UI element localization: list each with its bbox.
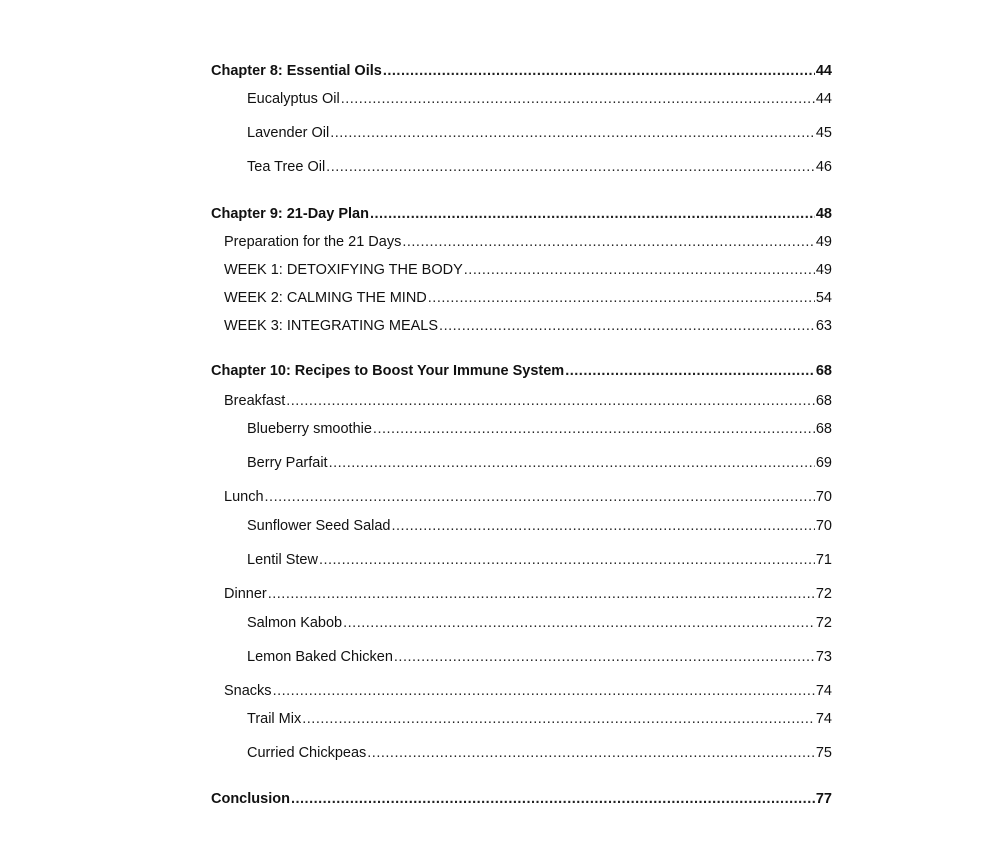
dot-leader (402, 233, 815, 251)
toc-chapter-entry (211, 62, 832, 80)
toc-entry (224, 261, 832, 279)
toc-entry (247, 454, 832, 472)
dot-leader (565, 362, 815, 380)
toc-chapter-entry (211, 790, 832, 808)
dot-leader (373, 420, 815, 438)
toc-entry-title: Eucalyptus Oil (247, 91, 340, 107)
dot-leader (302, 710, 815, 728)
toc-entry-title: Sunflower Seed Salad (247, 518, 391, 534)
toc-entry-title: Chapter 10: Recipes to Boost Your Immune System (211, 363, 565, 379)
toc-entry-page-number: 48 (815, 206, 832, 222)
toc-entry-page-number: 72 (815, 586, 832, 602)
toc-entry-page-number: 45 (815, 125, 832, 141)
toc-entry-title: WEEK 3: INTEGRATING MEALS (224, 318, 439, 334)
toc-entry-page-number: 70 (815, 518, 832, 534)
dot-leader (326, 158, 815, 176)
toc-entry-title: Lavender Oil (247, 125, 330, 141)
dot-leader (343, 614, 815, 632)
dot-leader (341, 90, 815, 108)
toc-entry (247, 744, 832, 762)
dot-leader (383, 62, 815, 80)
toc-entry (224, 233, 832, 251)
dot-leader (268, 585, 815, 603)
toc-entry-title: Blueberry smoothie (247, 421, 372, 437)
toc-entry (247, 90, 832, 108)
dot-leader (439, 317, 815, 335)
dot-leader (330, 124, 815, 142)
toc-entry-page-number: 44 (815, 91, 832, 107)
toc-entry-title: Dinner (224, 586, 267, 602)
toc-entry (247, 124, 832, 142)
toc-entry-title: Tea Tree Oil (247, 159, 326, 175)
toc-chapter-entry (211, 205, 832, 223)
toc-entry-page-number: 74 (815, 683, 832, 699)
dot-leader (392, 517, 815, 535)
toc-entry-title: Salmon Kabob (247, 615, 343, 631)
dot-leader (464, 261, 815, 279)
toc-entry (224, 317, 832, 335)
toc-entry-page-number: 63 (815, 318, 832, 334)
toc-entry-title: Breakfast (224, 393, 286, 409)
toc-entry-title: Chapter 9: 21-Day Plan (211, 206, 369, 222)
toc-entry-title: Conclusion (211, 791, 290, 807)
dot-leader (367, 744, 815, 762)
toc-entry (224, 392, 832, 410)
toc-entry (224, 682, 832, 700)
toc-entry-title: Preparation for the 21 Days (224, 234, 402, 250)
toc-entry-page-number: 77 (815, 791, 832, 807)
toc-entry-page-number: 49 (815, 234, 832, 250)
toc-entry-page-number: 49 (815, 262, 832, 278)
toc-entry-page-number: 72 (815, 615, 832, 631)
toc-entry-page-number: 71 (815, 552, 832, 568)
dot-leader (286, 392, 815, 410)
toc-entry (224, 488, 832, 506)
toc-entry-page-number: 44 (815, 63, 832, 79)
toc-entry-title: Trail Mix (247, 711, 302, 727)
toc-chapter-entry (211, 362, 832, 380)
toc-entry-page-number: 69 (815, 455, 832, 471)
toc-entry-title: WEEK 2: CALMING THE MIND (224, 290, 427, 306)
dot-leader (273, 682, 815, 700)
toc-entry-title: Berry Parfait (247, 455, 328, 471)
dot-leader (370, 205, 815, 223)
toc-entry-page-number: 68 (815, 421, 832, 437)
toc-entry (247, 648, 832, 666)
toc-entry (247, 158, 832, 176)
toc-entry-title: Lemon Baked Chicken (247, 649, 393, 665)
dot-leader (329, 454, 815, 472)
toc-entry-title: WEEK 1: DETOXIFYING THE BODY (224, 262, 463, 278)
toc-entry-page-number: 74 (815, 711, 832, 727)
dot-leader (394, 648, 815, 666)
toc-entry (224, 585, 832, 603)
dot-leader (319, 551, 815, 569)
toc-entry (247, 551, 832, 569)
toc-entry-page-number: 75 (815, 745, 832, 761)
toc-entry-title: Chapter 8: Essential Oils (211, 63, 382, 79)
toc-entry-title: Curried Chickpeas (247, 745, 367, 761)
toc-entry-page-number: 68 (815, 363, 832, 379)
dot-leader (265, 488, 815, 506)
toc-entry-page-number: 54 (815, 290, 832, 306)
toc-entry-page-number: 46 (815, 159, 832, 175)
toc-entry-page-number: 68 (815, 393, 832, 409)
toc-entry-title: Lunch (224, 489, 264, 505)
dot-leader (428, 289, 815, 307)
toc-entry (247, 710, 832, 728)
toc-entry-page-number: 70 (815, 489, 832, 505)
toc-entry (247, 420, 832, 438)
toc-entry (247, 517, 832, 535)
toc-entry (224, 289, 832, 307)
toc-entry-title: Snacks (224, 683, 272, 699)
toc-entry (247, 614, 832, 632)
toc-entry-page-number: 73 (815, 649, 832, 665)
dot-leader (291, 790, 815, 808)
toc-entry-title: Lentil Stew (247, 552, 318, 568)
